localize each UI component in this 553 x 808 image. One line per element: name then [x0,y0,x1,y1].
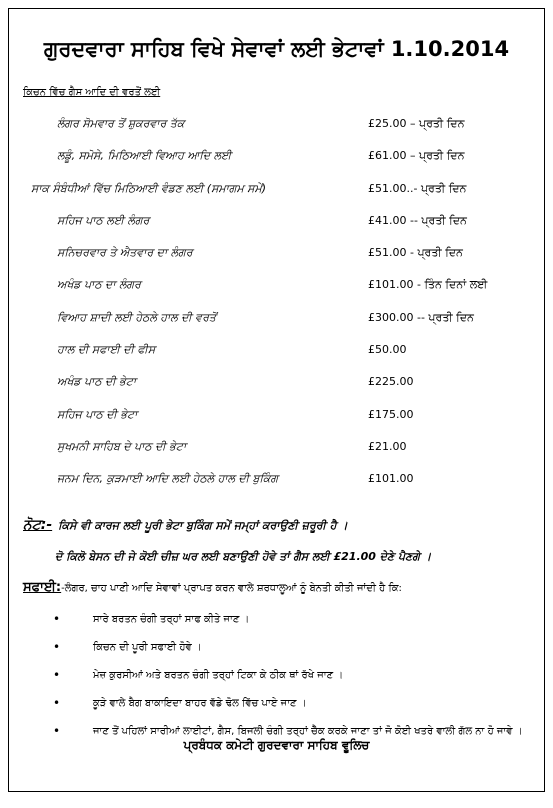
list-item [53,639,523,656]
kitchen-subheading: ਕਿਚਨ ਵਿੱਚ ਗੈਸ ਆਦਿ ਦੀ ਵਰਤੋਂ ਲਈ [23,87,161,98]
note-text-2: ਦੋ ਕਿਲੋ ਬੇਸਨ ਦੀ ਜੇ ਕੋਈ ਚੀਜ਼ ਘਰ ਲਈ ਬਣਾਉਣੀ ਹੋਵੇ ਤਾਂ ਗੈਸ ਲਈ £21.00 ਦੇਣੇ ਪੈਣਗੇ । [55,550,432,563]
price-row [57,440,537,472]
service-price: £51.00..- ਪ੍ਰਤੀ ਦਿਨ [368,181,467,195]
cleaning-intro [23,580,402,595]
price-list [31,117,537,505]
cleaning-intro-text: -ਲੰਗਰ, ਚਾਹ ਪਾਣੀ ਆਦਿ ਸੇਵਾਵਾਂ ਪ੍ਰਾਪਤ ਕਰਨ ਵਾਲੇ ਸ਼ਰਧਾਲੂਆਂ ਨੂੰ ਬੇਨਤੀ ਕੀਤੀ ਜਾਂਦੀ ਹੈ ਕਿ: [61,583,402,594]
price-row [57,472,537,504]
service-price: £50.00 [368,343,407,357]
page-title: ਗੁਰਦਵਾਰਾ ਸਾਹਿਬ ਵਿਖੇ ਸੇਵਾਵਾਂ ਲਈ ਭੇਟਾਵਾਂ 1.10.2014 [43,37,510,61]
notice-page [8,8,545,792]
bullet-icon: • [53,724,61,738]
service-price: £61.00 – ਪ੍ਰਤੀ ਦਿਨ [368,149,465,163]
signature: ਪ੍ਰਬੰਧਕ ਕਮੇਟੀ ਗੁਰਦਵਾਰਾ ਸਾਹਿਬ ਵੂਲਿਚ [183,738,370,752]
service-label: ਸੁਖਮਨੀ ਸਾਹਿਬ ਦੇ ਪਾਠ ਦੀ ਭੇਟਾ [57,439,187,453]
service-label: ਸਹਿਜ ਪਾਠ ਦੀ ਭੇਟਾ [57,407,138,421]
service-label: ਸਾਕ ਸੰਬੰਧੀਆਂ ਵਿੱਚ ਮਿਠਿਆਈ ਵੰਡਣ ਲਈ (ਸਮਾਗਮ ਸਮੇਂ) [31,181,267,195]
bullet-icon: • [53,612,61,626]
service-price: £175.00 [368,407,414,421]
service-price: £101.00 [368,472,414,486]
note-heading: ਨੋਟ:- [23,517,53,533]
service-label: ਅਖੰਡ ਪਾਠ ਦਾ ਲੰਗਰ [57,278,141,292]
price-row [31,181,537,214]
list-item [53,695,523,712]
service-price: £101.00 - ਤਿੰਨ ਦਿਨਾਂ ਲਈ [368,278,488,292]
list-item-text: ਮੇਜ਼ ਕੁਰਸੀਆਂ ਅਤੇ ਬਰਤਨ ਚੰਗੀ ਤਰ੍ਹਾਂ ਟਿਕਾ ਕੇ ਠੀਕ ਥਾਂ ਰੱਖੇ ਜਾਣ । [93,670,344,681]
list-item-text: ਕਿਚਨ ਦੀ ਪੂਰੀ ਸਫਾਈ ਹੋਵੇ । [93,642,202,653]
service-label: ਸਨਿਚਰਵਾਰ ਤੇ ਐਤਵਾਰ ਦਾ ਲੰਗਰ [57,246,193,260]
note-line-1 [23,517,348,533]
price-row [57,278,537,310]
list-item-text: ਸਾਰੇ ਬਰਤਨ ਚੰਗੀ ਤਰ੍ਹਾਂ ਸਾਫ ਕੀਤੇ ਜਾਣ । [93,614,250,625]
service-price: £21.00 [368,439,407,453]
service-price: £300.00 -- ਪ੍ਰਤੀ ਦਿਨ [368,310,474,324]
price-row [57,408,537,440]
bullet-icon: • [53,696,61,710]
service-price: £41.00 -- ਪ੍ਰਤੀ ਦਿਨ [368,213,467,227]
service-label: ਜਨਮ ਦਿਨ, ਕੁੜਮਾਈ ਆਦਿ ਲਈ ਹੇਠਲੇ ਹਾਲ ਦੀ ਬੁਕਿੰਗ [57,472,279,486]
cleaning-heading: ਸਫਾਈ: [23,580,62,595]
service-label: ਅਖੰਡ ਪਾਠ ਦੀ ਭੇਟਾ [57,375,137,389]
service-label: ਲਡੂੰ, ਸਮੋਸੇ, ਮਿਠਿਆਈ ਵਿਆਹ ਆਦਿ ਲਈ [57,149,232,163]
price-row [57,214,537,246]
price-row [57,375,537,407]
service-price: £25.00 – ਪ੍ਰਤੀ ਦਿਨ [368,117,465,130]
service-price: £225.00 [368,375,414,389]
price-row [57,246,537,278]
price-row [57,343,537,375]
service-label: ਹਾਲ ਦੀ ਸਫਾਈ ਦੀ ਫੀਸ [57,343,156,357]
price-row [57,149,537,181]
list-item-text: ਜਾਣ ਤੋਂ ਪਹਿਲਾਂ ਸਾਰੀਆਂ ਲਾਈਟਾਂ, ਗੈਸ, ਬਿਜਲੀ ਚੰਗੀ ਤਰ੍ਹਾਂ ਚੈੱਕ ਕਰਕੇ ਜਾਣਾ ਤਾਂ ਜੋ ਕੋਈ ਖਤਰੇ ਵਾਲੀ ਗੱਲ ਨਾ ਹੋ ਜਾਵੇ । [93,726,523,737]
cleaning-list [53,611,523,751]
note-text-1: ਕਿਸੇ ਵੀ ਕਾਰਜ ਲਈ ਪੂਰੀ ਭੇਟਾ ਬੁਕਿੰਗ ਸਮੇਂ ਜਮ੍ਹਾਂ ਕਰਾਉਣੀ ਜ਼ਰੂਰੀ ਹੈ । [58,519,348,532]
service-price: £51.00 - ਪ੍ਰਤੀ ਦਿਨ [368,246,463,260]
list-item [53,611,523,628]
list-item [53,667,523,684]
service-label: ਲੰਗਰ ਸੋਮਵਾਰ ਤੋਂ ਸ਼ੁਕਰਵਾਰ ਤੱਕ [57,117,185,130]
service-label: ਸਹਿਜ ਪਾਠ ਲਈ ਲੰਗਰ [57,213,150,227]
bullet-icon: • [53,640,61,654]
service-label: ਵਿਆਹ ਸ਼ਾਦੀ ਲਈ ਹੇਠਲੇ ਹਾਲ ਦੀ ਵਰਤੋਂ [57,310,216,324]
list-item-text: ਕੂੜੇ ਵਾਲੇ ਬੈਗ ਬਾਕਾਇਦਾ ਬਾਹਰ ਵੱਡੇ ਢੋਲ ਵਿੱਚ ਪਾਏ ਜਾਣ । [93,698,307,709]
price-row [57,117,537,149]
price-row [57,311,537,343]
bullet-icon: • [53,668,61,682]
